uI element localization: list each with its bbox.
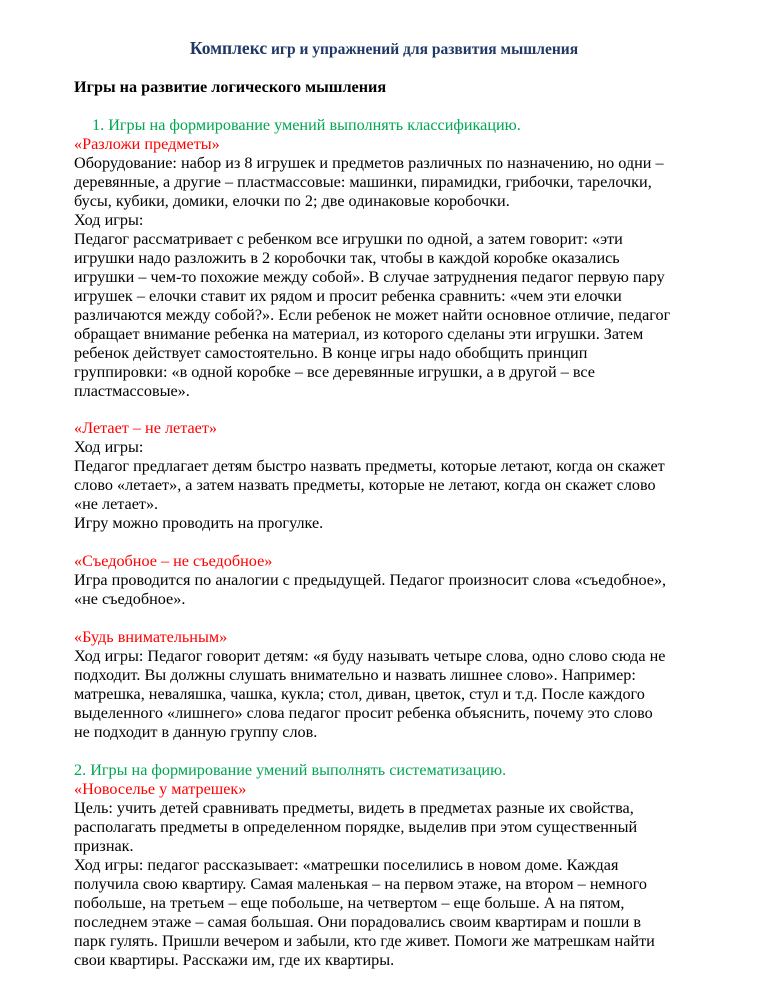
game-1-line: бусы, кубики, домики, елочки по 2; две одинаковые коробочки.	[74, 192, 510, 210]
game-1-line: Оборудование: набор из 8 игрушек и предметов различных по назначению, но одни –	[74, 154, 664, 172]
game-1-name: «Разложи предметы»	[74, 135, 220, 153]
document-title	[0, 38, 768, 59]
game-2-line: слово «летает», а затем назвать предметы, которые не летают, когда он скажет слово	[74, 476, 656, 494]
game-4-line: не подходит в данную группу слов.	[74, 723, 318, 741]
game-1-line: деревянные, а другие – пластмассовые: машинки, пирамидки, грибочки, тарелочки,	[74, 173, 652, 191]
game-2-name: «Летает – не летает»	[74, 419, 218, 437]
game-5-name: «Новоселье у матрешек»	[74, 780, 247, 798]
game-4-line: Ход игры: Педагог говорит детям: «я буду называть четыре слова, одно слово сюда не	[74, 647, 666, 665]
game-1-line: игрушки – чем-то похожие между собой». В случае затруднения педагог первую пару	[74, 268, 665, 286]
game-4-line: подходит. Вы должны слушать внимательно и назвать лишнее слово». Например:	[74, 666, 636, 684]
game-1-line: ребенок действует самостоятельно. В конце игры надо обобщить принцип	[74, 344, 588, 362]
game-1-line: группировки: «в одной коробке – все деревянные игрушки, а в другой – все	[74, 363, 595, 381]
game-5-line: Ход игры: педагог рассказывает: «матрешки поселились в новом доме. Каждая	[74, 856, 619, 874]
section-heading: Игры на развитие логического мышления	[74, 78, 387, 96]
game-4-name: «Будь внимательным»	[74, 628, 228, 646]
game-1-line: пластмассовые».	[74, 382, 190, 400]
game-2-line: Педагог предлагает детям быстро назвать предметы, которые летают, когда он скажет	[74, 457, 665, 475]
game-4-line: выделенного «лишнего» слова педагог просит ребенка объяснить, почему это слово	[74, 704, 653, 722]
section-1-title: 1. Игры на формирование умений выполнять классификацию.	[92, 116, 521, 134]
game-1-line: различаются между собой?». Если ребенок не может найти основное отличие, педагог	[74, 306, 671, 324]
game-5-line: Цель: учить детей сравнивать предметы, видеть в предметах разные их свойства,	[74, 799, 634, 817]
game-2-line: Игру можно проводить на прогулке.	[74, 514, 324, 532]
game-1-line: игрушки надо разложить в 2 коробочки так, чтобы в каждой коробке оказались	[74, 249, 620, 267]
game-1-line: Ход игры:	[74, 211, 144, 229]
game-3-line: «не съедобное».	[74, 590, 186, 608]
title-rest: игр и упражнений для развития мышления	[267, 41, 579, 58]
game-1-line: игрушек – елочки ставит их рядом и просит ребенка сравнить: «чем эти елочки	[74, 287, 622, 305]
game-2-line: Ход игры:	[74, 438, 144, 456]
title-first-word: Комплекс	[189, 38, 268, 58]
game-3-line: Игра проводится по аналогии с предыдущей. Педагог произносит слова «съедобное»,	[74, 571, 667, 589]
game-5-line: побольше, на третьем – еще побольше, на четвертом – еще больше. А на пятом,	[74, 894, 625, 912]
game-5-line: свои квартиры. Расскажи им, где их квартиры.	[74, 951, 395, 969]
game-1-line: Педагог рассматривает с ребенком все игрушки по одной, а затем говорит: «эти	[74, 230, 623, 248]
game-5-line: парк гулять. Пришли вечером и забыли, кто где живет. Помоги же матрешкам найти	[74, 932, 655, 950]
section-2-title: 2. Игры на формирование умений выполнять систематизацию.	[74, 761, 507, 779]
game-5-line: последнем этаже – самая большая. Они порадовались своим квартирам и пошли в	[74, 913, 641, 931]
game-5-line: признак.	[74, 837, 134, 855]
game-2-line: «не летает».	[74, 495, 159, 513]
game-3-name: «Съедобное – не съедобное»	[74, 552, 273, 570]
game-5-line: располагать предметы в определенном порядке, выделив при этом существенный	[74, 818, 638, 836]
game-4-line: матрешка, неваляшка, чашка, кукла; стол, диван, цветок, стул и т.д. После каждого	[74, 685, 645, 703]
game-1-line: обращает внимание ребенка на материал, из которого сделаны эти игрушки. Затем	[74, 325, 644, 343]
game-5-line: получила свою квартиру. Самая маленькая – на первом этаже, на втором – немного	[74, 875, 647, 893]
